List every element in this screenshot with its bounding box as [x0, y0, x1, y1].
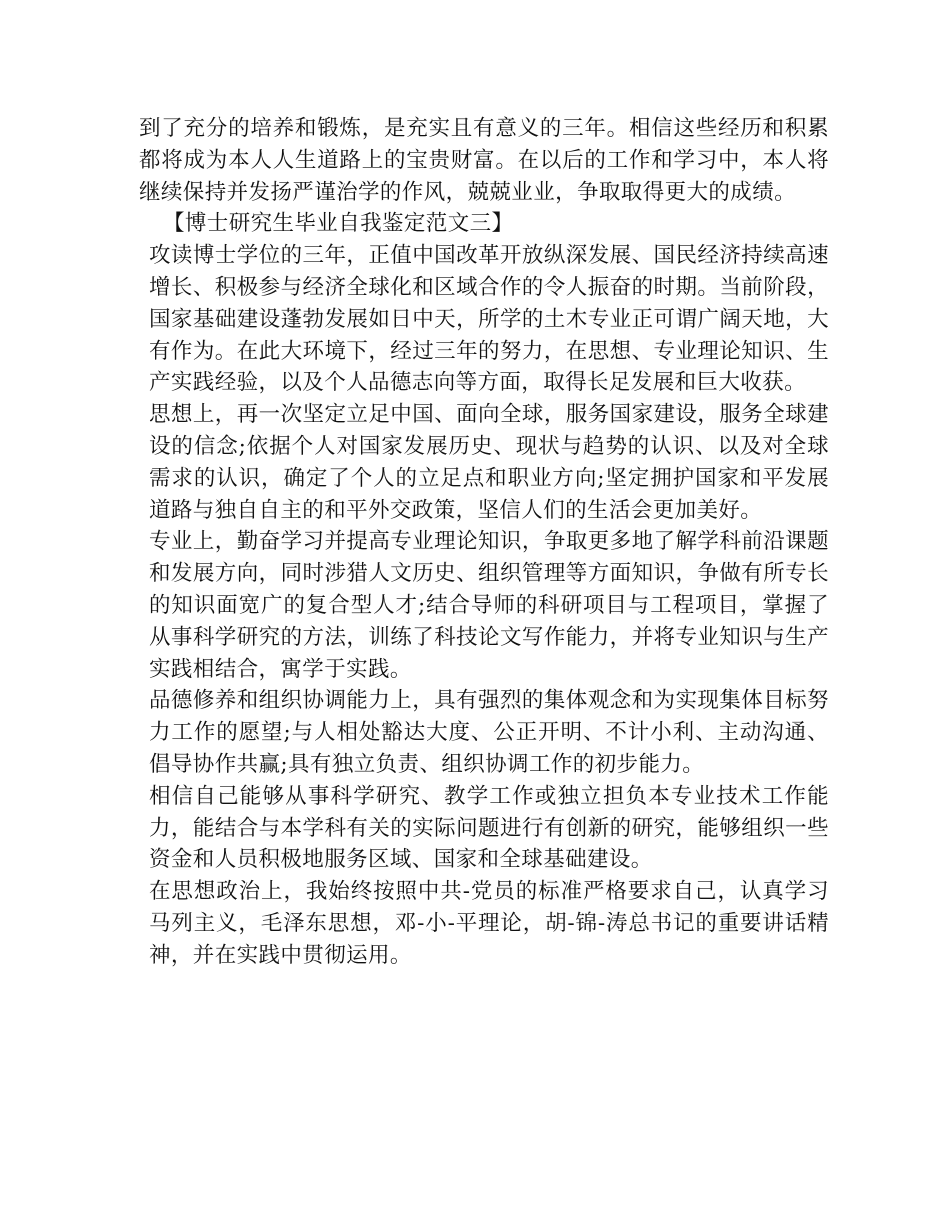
- paragraph-thought: 思想上，再一次坚定立足中国、面向全球，服务国家建设，服务全球建设的信念;依据个人对国家发展历史、现状与趋势的认识、以及对全球需求的认识，确定了个人的立足点和职业方向;坚定拥护国家和平发展道路与独自自主的和平外交政策，坚信人们的生活会更加美好。: [149, 402, 829, 523]
- document-body: [139, 113, 829, 972]
- paragraph-ability: 相信自己能够从事科学研究、教学工作或独立担负本专业技术工作能力，能结合与本学科有关的实际问题进行有创新的研究，能够组织一些资金和人员积极地服务区域、国家和全球基础建设。: [149, 783, 829, 873]
- paragraph-politics: 在思想政治上，我始终按照中共-党员的标准严格要求自己，认真学习马列主义，毛泽东思想，邓-小-平理论，胡-锦-涛总书记的重要讲话精神，并在实践中贯彻运用。: [149, 879, 829, 968]
- paragraph-character: 品德修养和组织协调能力上，具有强烈的集体观念和为实现集体目标努力工作的愿望;与人相处豁达大度、公正开明、不计小利、主动沟通、倡导协作共赢;具有独立负责、组织协调工作的初步能力。: [149, 688, 829, 777]
- paragraph-intro: 攻读博士学位的三年，正值中国改革开放纵深发展、国民经济持续高速增长、积极参与经济全球化和区域合作的令人振奋的时期。当前阶段，国家基础建设蓬勃发展如日中天，所学的土木专业正可谓广阔天地，大有作为。在此大环境下，经过三年的努力，在思想、专业理论知识、生产实践经验，以及个人品德志向等方面，取得长足发展和巨大收获。: [149, 243, 829, 396]
- section-heading: 【博士研究生毕业自我鉴定范文三】: [163, 211, 514, 237]
- paragraph-continuation: 到了充分的培养和锻炼，是充实且有意义的三年。相信这些经历和积累都将成为本人人生道路上的宝贵财富。在以后的工作和学习中，本人将继续保持并发扬严谨治学的作风，兢兢业业，争取取得更大的成绩。: [139, 116, 829, 205]
- paragraph-profession: 专业上，勤奋学习并提高专业理论知识，争取更多地了解学科前沿课题和发展方向，同时涉猎人文历史、组织管理等方面知识，争做有所专长的知识面宽广的复合型人才;结合导师的科研项目与工程项目，掌握了从事科学研究的方法，训练了科技论文写作能力，并将专业知识与生产实践相结合，寓学于实践。: [149, 529, 829, 682]
